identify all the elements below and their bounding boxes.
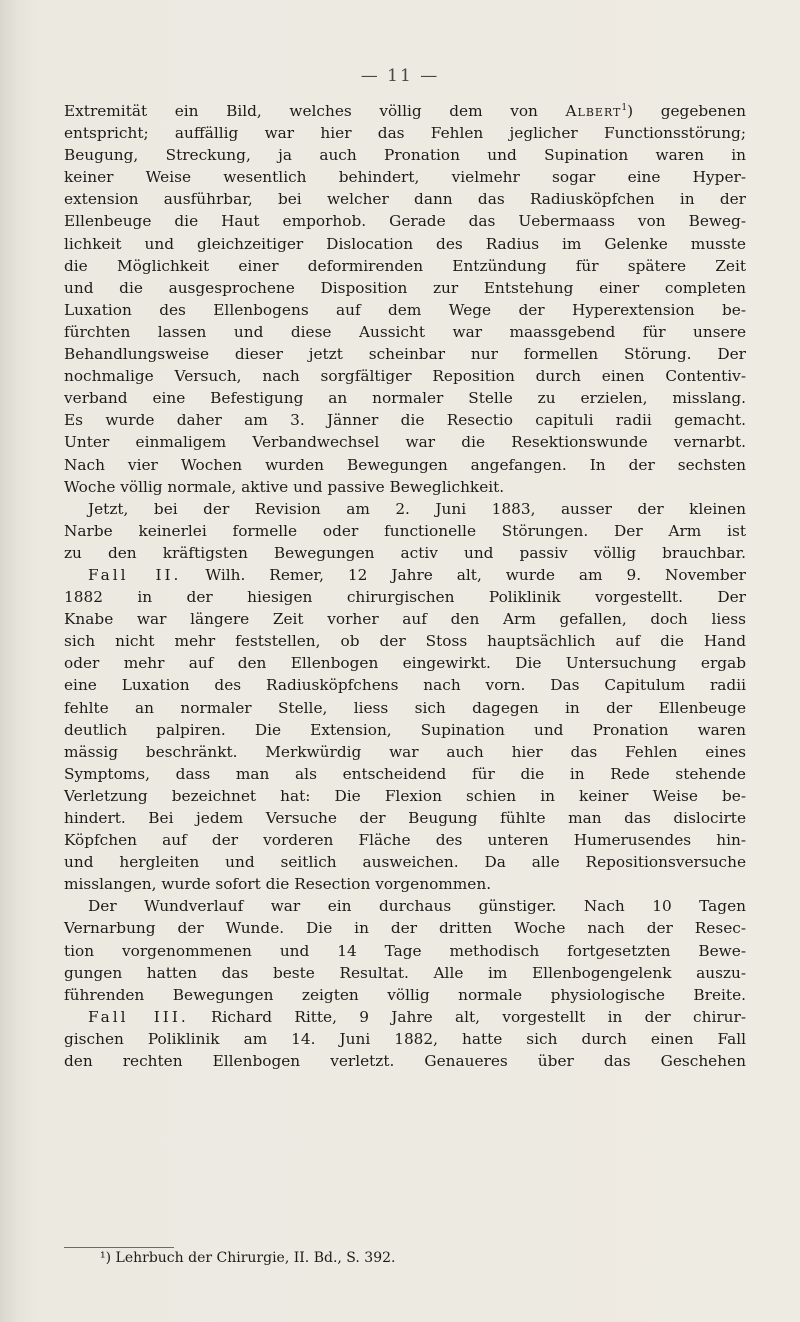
text-line: und hergleiten und seitlich ausweichen. Da alle Repositionsversuche	[64, 853, 746, 872]
text-line: lichkeit und gleichzeitiger Dislocation des Radius im Gelenke musste	[64, 234, 746, 253]
footnote	[100, 1248, 395, 1268]
text-line: Verletzung bezeichnet hat: Die Flexion schien in keiner Weise be-	[64, 786, 746, 805]
text-line: Symptoms, dass man als entscheidend für die in Rede stehende	[64, 764, 746, 783]
text-line: Der Wundverlauf war ein durchaus günstiger. Nach 10 Tagen	[88, 897, 746, 916]
text-line: oder mehr auf den Ellenbogen eingewirkt. Die Untersuchung ergab	[64, 654, 746, 673]
text-line: Nach vier Wochen wurden Bewegungen angefangen. In der sechsten	[64, 455, 746, 474]
footnote-mark: ¹)	[100, 1250, 112, 1266]
footnote-reference: 1	[621, 102, 628, 113]
text-line: Es wurde daher am 3. Jänner die Resectio capituli radii gemacht.	[64, 411, 746, 430]
case-heading-line: Fall II. Wilh. Remer, 12 Jahre alt, wurde am 9. November	[88, 565, 746, 584]
text-line: Jetzt, bei der Revision am 2. Juni 1883, ausser der kleinen	[88, 499, 746, 518]
author-name: Albert	[565, 102, 622, 120]
text-line: Woche völlig normale, aktive und passive Beweglichkeit.	[64, 477, 505, 496]
text-line: keiner Weise wesentlich behindert, vielmehr sogar eine Hyper-	[64, 168, 746, 187]
text-line: die Möglichkeit einer deformirenden Entzündung für spätere Zeit	[64, 256, 746, 275]
text-line: 1882 in der hiesigen chirurgischen Poliklinik vorgestellt. Der	[64, 588, 746, 607]
case-label: Fall III.	[88, 1007, 189, 1026]
text-line: verband eine Befestigung an normaler Stelle zu erzielen, misslang.	[64, 389, 746, 408]
text-line: Narbe keinerlei formelle oder functionelle Störungen. Der Arm ist	[64, 521, 746, 540]
text-line: extension ausführbar, bei welcher dann das Radiusköpfchen in der	[64, 190, 746, 209]
text-line: fehlte an normaler Stelle, liess sich dagegen in der Ellenbeuge	[64, 698, 746, 717]
text-line: Unter einmaligem Verbandwechsel war die Resektionswunde vernarbt.	[64, 433, 746, 452]
text-line: nochmalige Versuch, nach sorgfältiger Reposition durch einen Contentiv-	[64, 367, 746, 386]
text-line: gungen hatten das beste Resultat. Alle im Ellenbogengelenk auszu-	[64, 963, 746, 982]
text-line: Extremität ein Bild, welches völlig dem von Albert$^1$) gegebenen	[64, 102, 746, 120]
text-line: fürchten lassen und diese Aussicht war maassgebend für unsere	[64, 322, 746, 341]
case-heading-line: Fall III. Richard Ritte, 9 Jahre alt, vorgestellt in der chirur-	[88, 1007, 746, 1026]
text-line: hindert. Bei jedem Versuche der Beugung fühlte man das dislocirte	[64, 809, 746, 827]
text-line: Köpfchen auf der vorderen Fläche des unteren Humerusendes hin-	[64, 831, 746, 850]
text-line: und die ausgesprochene Disposition zur Entstehung einer completen	[64, 278, 746, 297]
text-line: misslangen, wurde sofort die Resection vorgenommen.	[64, 875, 492, 894]
text-line: Ellenbeuge die Haut emporhob. Gerade das Uebermaass von Beweg-	[64, 212, 746, 231]
text-line: führenden Bewegungen zeigten völlig normale physiologische Breite.	[64, 985, 746, 1004]
text-line: sich nicht mehr feststellen, ob der Stoss hauptsächlich auf die Hand	[64, 632, 746, 651]
page-number: — 11 —	[360, 66, 440, 86]
text-line: entspricht; auffällig war hier das Fehlen jeglicher Functionsstörung;	[64, 124, 746, 143]
text-line: den rechten Ellenbogen verletzt. Genaueres über das Geschehen	[64, 1052, 746, 1071]
body-text	[64, 100, 746, 1072]
text-line: Knabe war längere Zeit vorher auf den Arm gefallen, doch liess	[64, 610, 746, 629]
text-line: deutlich palpiren. Die Extension, Supination und Pronation waren	[64, 720, 746, 739]
case-label: Fall II.	[88, 565, 182, 584]
footnote-text: Lehrbuch der Chirurgie, II. Bd., S. 392.	[111, 1250, 396, 1266]
text-line: gischen Poliklinik am 14. Juni 1882, hatte sich durch einen Fall	[64, 1029, 746, 1048]
text-line: mässig beschränkt. Merkwürdig war auch hier das Fehlen eines	[64, 742, 746, 761]
text-line: Vernarbung der Wunde. Die in der dritten Woche nach der Resec-	[64, 919, 746, 938]
text-line: Luxation des Ellenbogens auf dem Wege der Hyperextension be-	[64, 300, 746, 319]
text-line: Behandlungsweise dieser jetzt scheinbar nur formellen Störung. Der	[64, 345, 746, 364]
text-line: zu den kräftigsten Bewegungen activ und passiv völlig brauchbar.	[64, 543, 746, 562]
text-line: eine Luxation des Radiusköpfchens nach vorn. Das Capitulum radii	[64, 676, 746, 695]
text-line: tion vorgenommenen und 14 Tage methodisch fortgesetzten Bewe-	[64, 941, 746, 960]
text-line: Beugung, Streckung, ja auch Pronation und Supination waren in	[64, 146, 746, 165]
